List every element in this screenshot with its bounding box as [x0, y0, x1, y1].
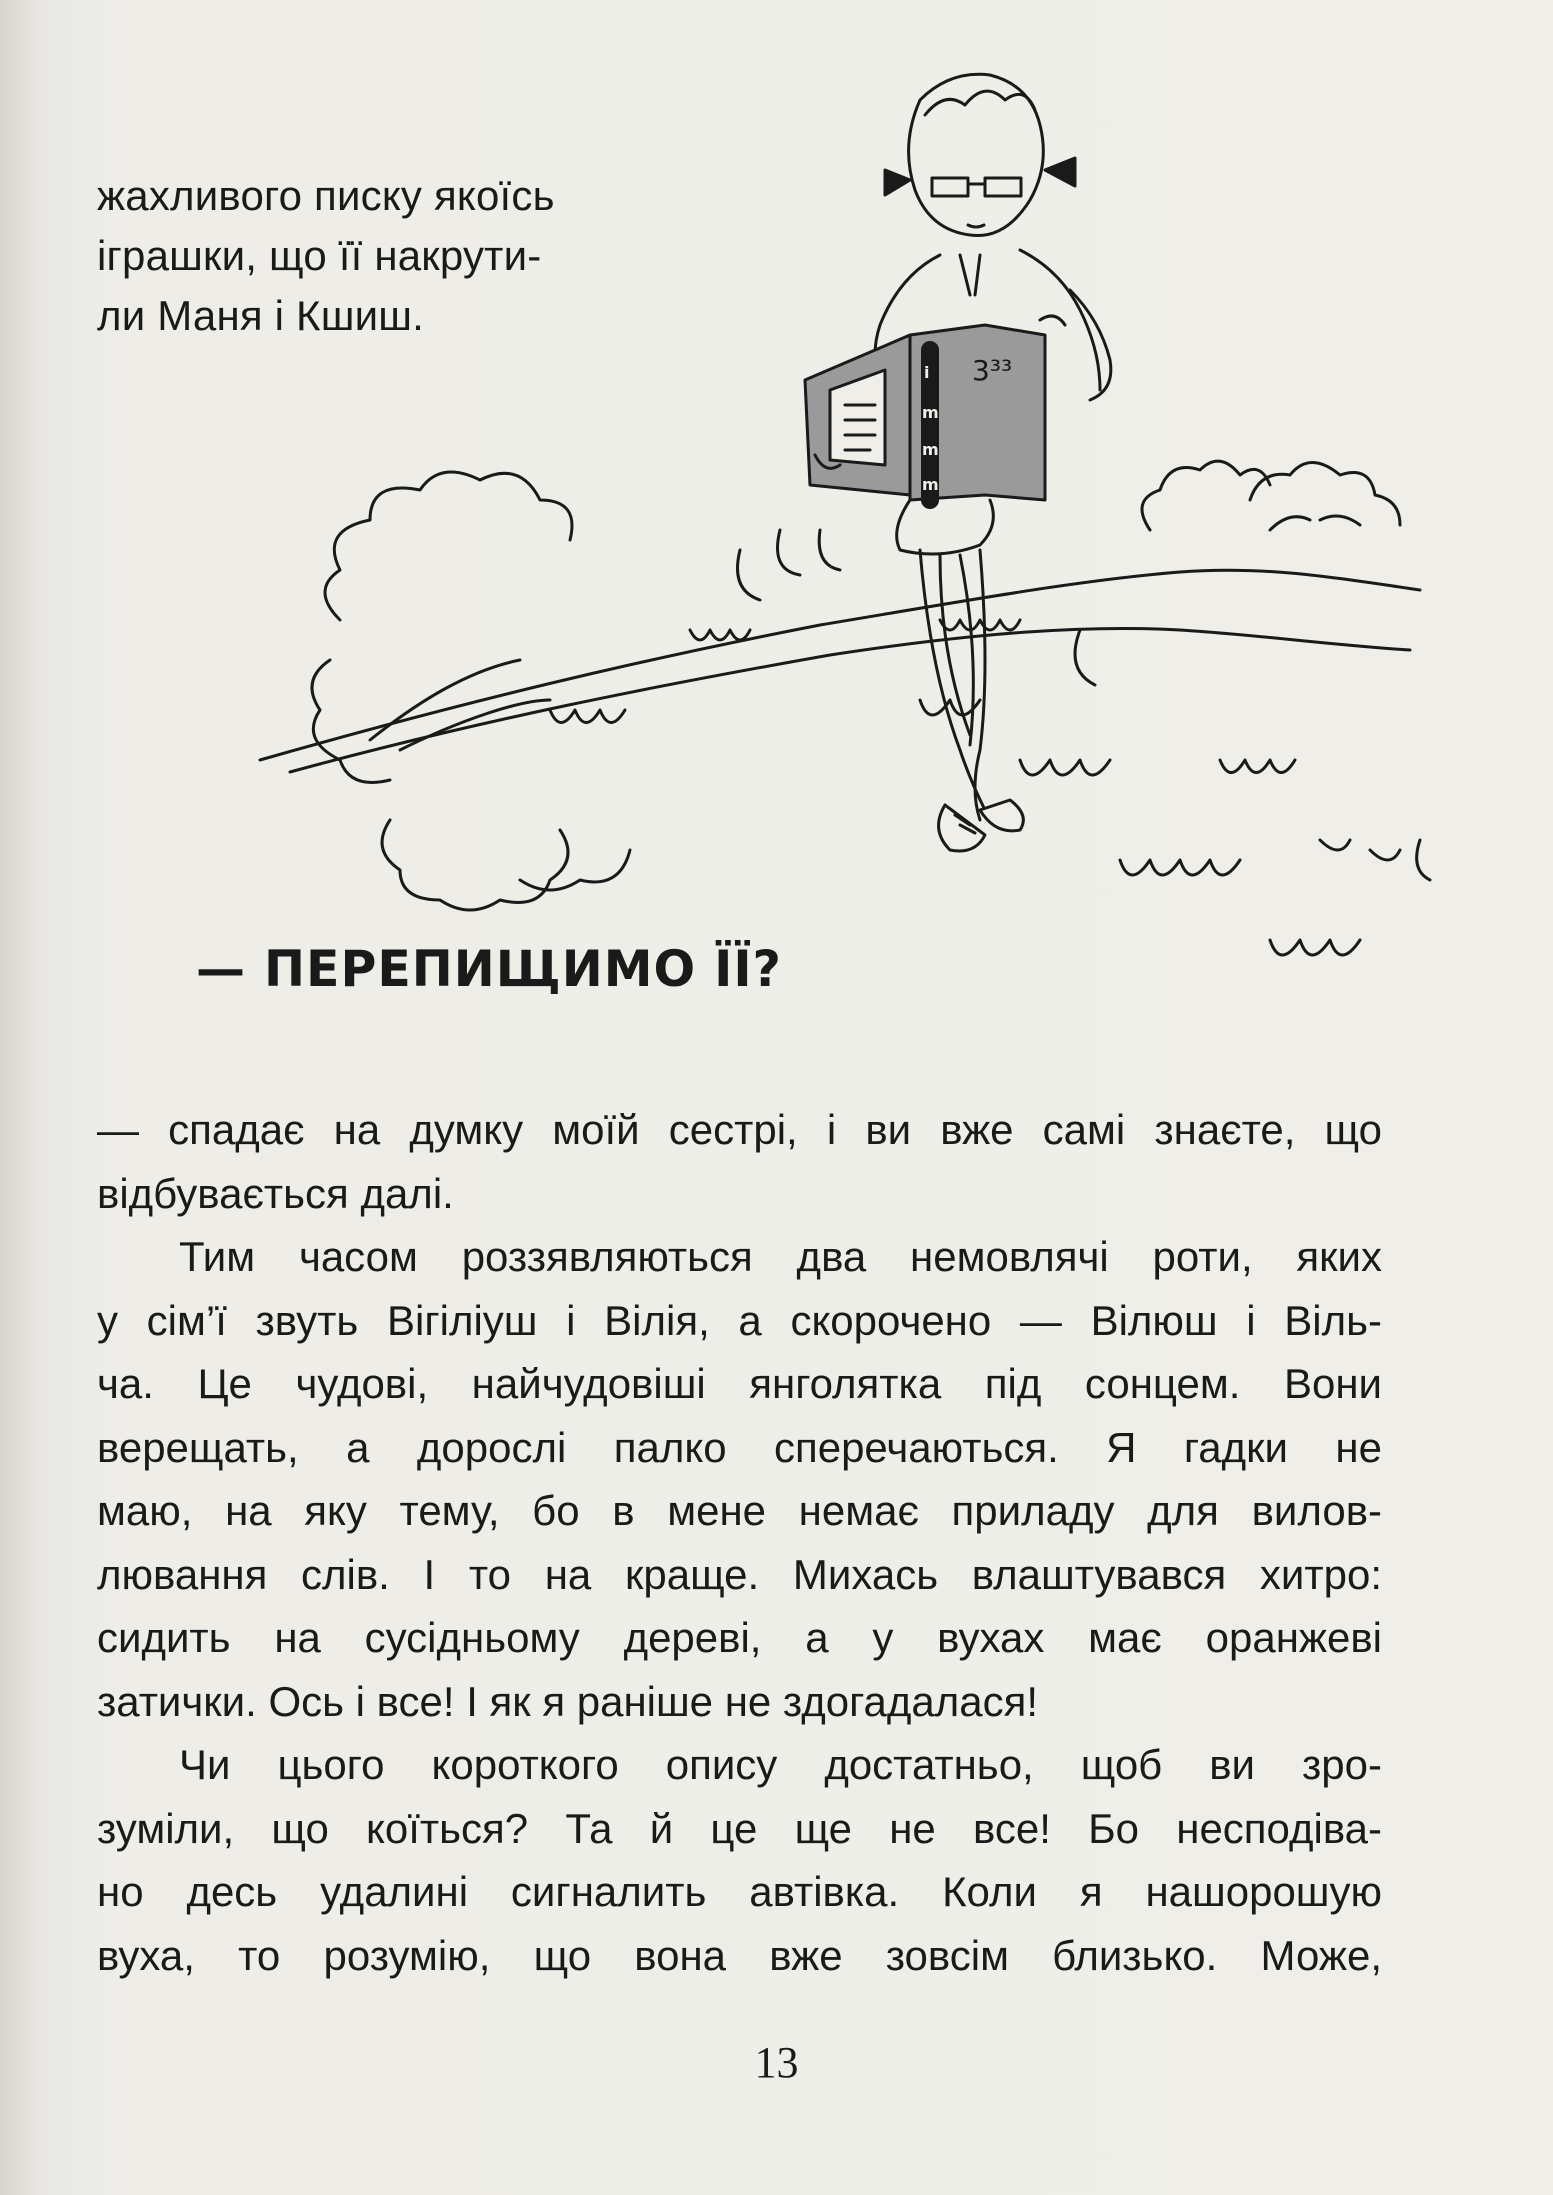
book-math-text: 3³³	[972, 354, 1013, 387]
text-line: ли Маня і Кшиш.	[97, 292, 425, 339]
girl-legs	[920, 550, 985, 820]
text-line: затички. Ось і все! І як я раніше не здогадалася!	[97, 1677, 1039, 1725]
girl-head	[909, 74, 1044, 235]
text-line: лювання слів. І то на краще. Михась влаштувався хитро:	[97, 1550, 1382, 1598]
glasses-icon	[932, 178, 1021, 196]
book-spine-letter: m	[922, 403, 939, 422]
text-line: ча. Це чудові, найчудовіші янголятка під сонцем. Вони	[97, 1360, 1382, 1407]
intro-text	[97, 166, 717, 346]
illustrated-heading: — ПЕРЕПИЩИМО ЇЇ?	[196, 940, 782, 998]
text-line: сидить на сусідньому дереві, а у вухах має оранжеві	[97, 1614, 1382, 1661]
book-spine-letter: m	[922, 475, 939, 494]
text-line: — спадає на думку моїй сестрі, і ви вже самі знаєте, що	[97, 1106, 1382, 1153]
page-number: 13	[754, 2038, 799, 2087]
leaf-cluster-left	[325, 472, 572, 620]
book-spine-letter: i	[924, 363, 930, 382]
text-line: вуха, то розумію, що вона вже зовсім близько. Може,	[97, 1931, 1382, 1979]
text-line: зуміли, що коїться? Та й це ще не все! Бо несподіва-	[97, 1804, 1382, 1852]
text-line: маю, на яку тему, бо в мене немає приладу для вилов-	[97, 1487, 1382, 1534]
text-line: жахливого писку якоїсь	[97, 172, 555, 219]
text-line: верещать, а дорослі палко сперечаються. Я гадки не	[97, 1423, 1382, 1471]
text-line: Тим часом роззявляються два немовлячі роти, яких	[179, 1233, 1382, 1280]
book-spine-letter: m	[922, 440, 939, 459]
text-line: відбувається далі.	[97, 1169, 454, 1217]
text-line: у сім’ї звуть Вігіліуш і Вілія, а скорочено — Вілюш і Віль-	[97, 1296, 1382, 1344]
text-line: Чи цього короткого опису достатньо, щоб ви зро-	[179, 1741, 1382, 1788]
text-line: іграшки, що її накрути-	[97, 232, 542, 279]
tree-branch	[260, 570, 1420, 760]
body-text	[97, 1098, 1382, 1987]
text-line: но десь удалині сигналить автівка. Коли я нашорошую	[97, 1868, 1382, 1915]
